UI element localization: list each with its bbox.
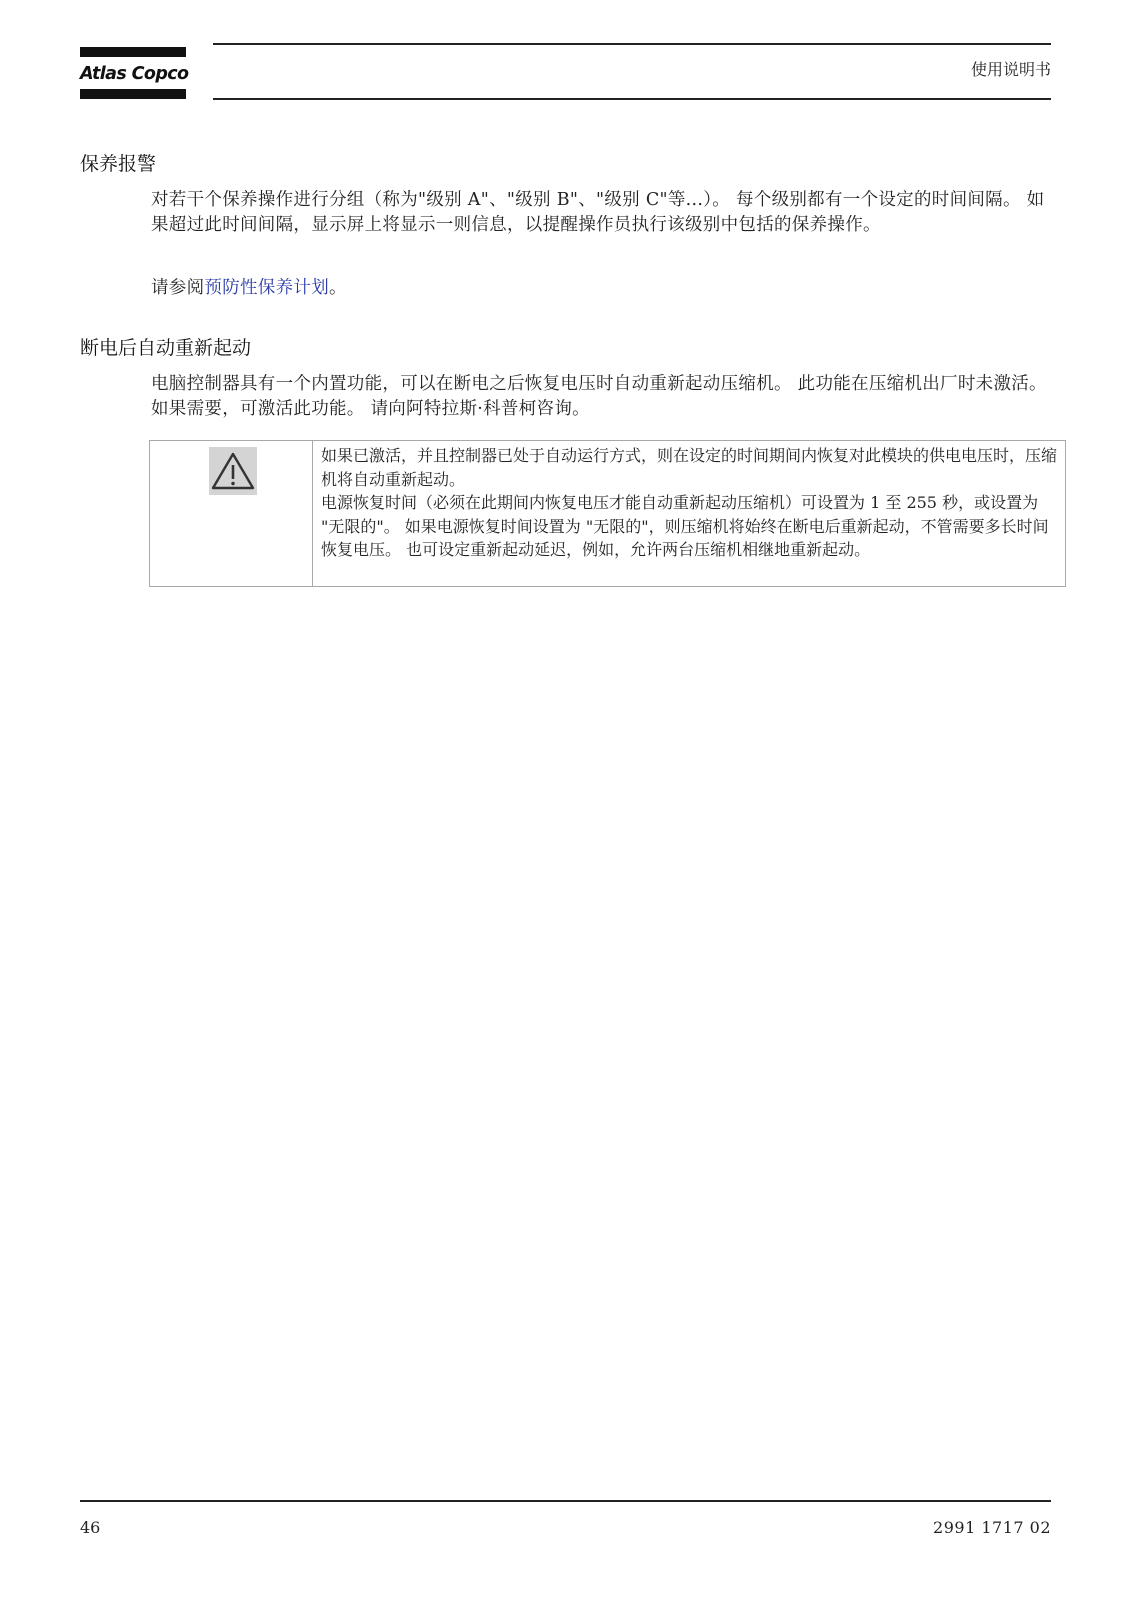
- warning-text-cell: [321, 444, 1061, 562]
- logo-top-bar: [80, 47, 186, 57]
- preventive-maintenance-schedule-link[interactable]: 预防性保养计划: [204, 278, 330, 298]
- atlas-copco-logo: [80, 47, 189, 99]
- warning-text-line-1: 如果已激活，并且控制器已处于自动运行方式，则在设定的时间期间内恢复对此模块的供电电压时，压缩机将自动重新起动。: [321, 446, 1058, 489]
- header-rule-bottom: [213, 98, 1051, 100]
- header-rule-top: [213, 43, 1051, 45]
- document-type-title: 使用说明书: [970, 60, 1051, 79]
- reference-suffix: 。: [329, 278, 347, 298]
- section-heading-auto-restart: 断电后自动重新起动: [80, 337, 252, 359]
- reference-prefix: 请参阅: [151, 278, 205, 298]
- document-code: 2991 1717 02: [933, 1518, 1051, 1537]
- page-number: 46: [80, 1518, 101, 1537]
- warning-triangle-icon: [209, 447, 257, 495]
- logo-wordmark: Atlas Copco: [80, 64, 189, 84]
- logo-bottom-bar: [80, 89, 186, 99]
- auto-restart-paragraph: 电脑控制器具有一个内置功能，可以在断电之后恢复电压时自动重新起动压缩机。 此功能在压缩机出厂时未激活。 如果需要，可激活此功能。 请向阿特拉斯·科普柯咨询。: [151, 374, 1047, 419]
- maintenance-reference-line: [151, 276, 1051, 301]
- warning-icon-cell: [150, 441, 313, 586]
- maintenance-alarm-paragraph: 对若干个保养操作进行分组（称为"级别 A"、"级别 B"、"级别 C"等...）。 每个级别都有一个设定的时间间隔。 如果超过此时间间隔，显示屏上将显示一则信息，以提醒操作员执行该级别中包括的保养操作。: [151, 190, 1045, 235]
- warning-note-table: [149, 440, 1066, 587]
- footer-rule: [80, 1500, 1051, 1502]
- warning-text-line-2: 电源恢复时间（必须在此期间内恢复电压才能自动重新起动压缩机）可设置为 1 至 255 秒，或设置为 "无限的"。 如果电源恢复时间设置为 "无限的"，则压缩机将始终在断电后重新起动，不管需要多长时间恢复电压。 也可设定重新起动延迟，例如，允许两台压缩机相继地重新起动。: [321, 493, 1049, 559]
- section-heading-maintenance-alarm: 保养报警: [80, 153, 157, 175]
